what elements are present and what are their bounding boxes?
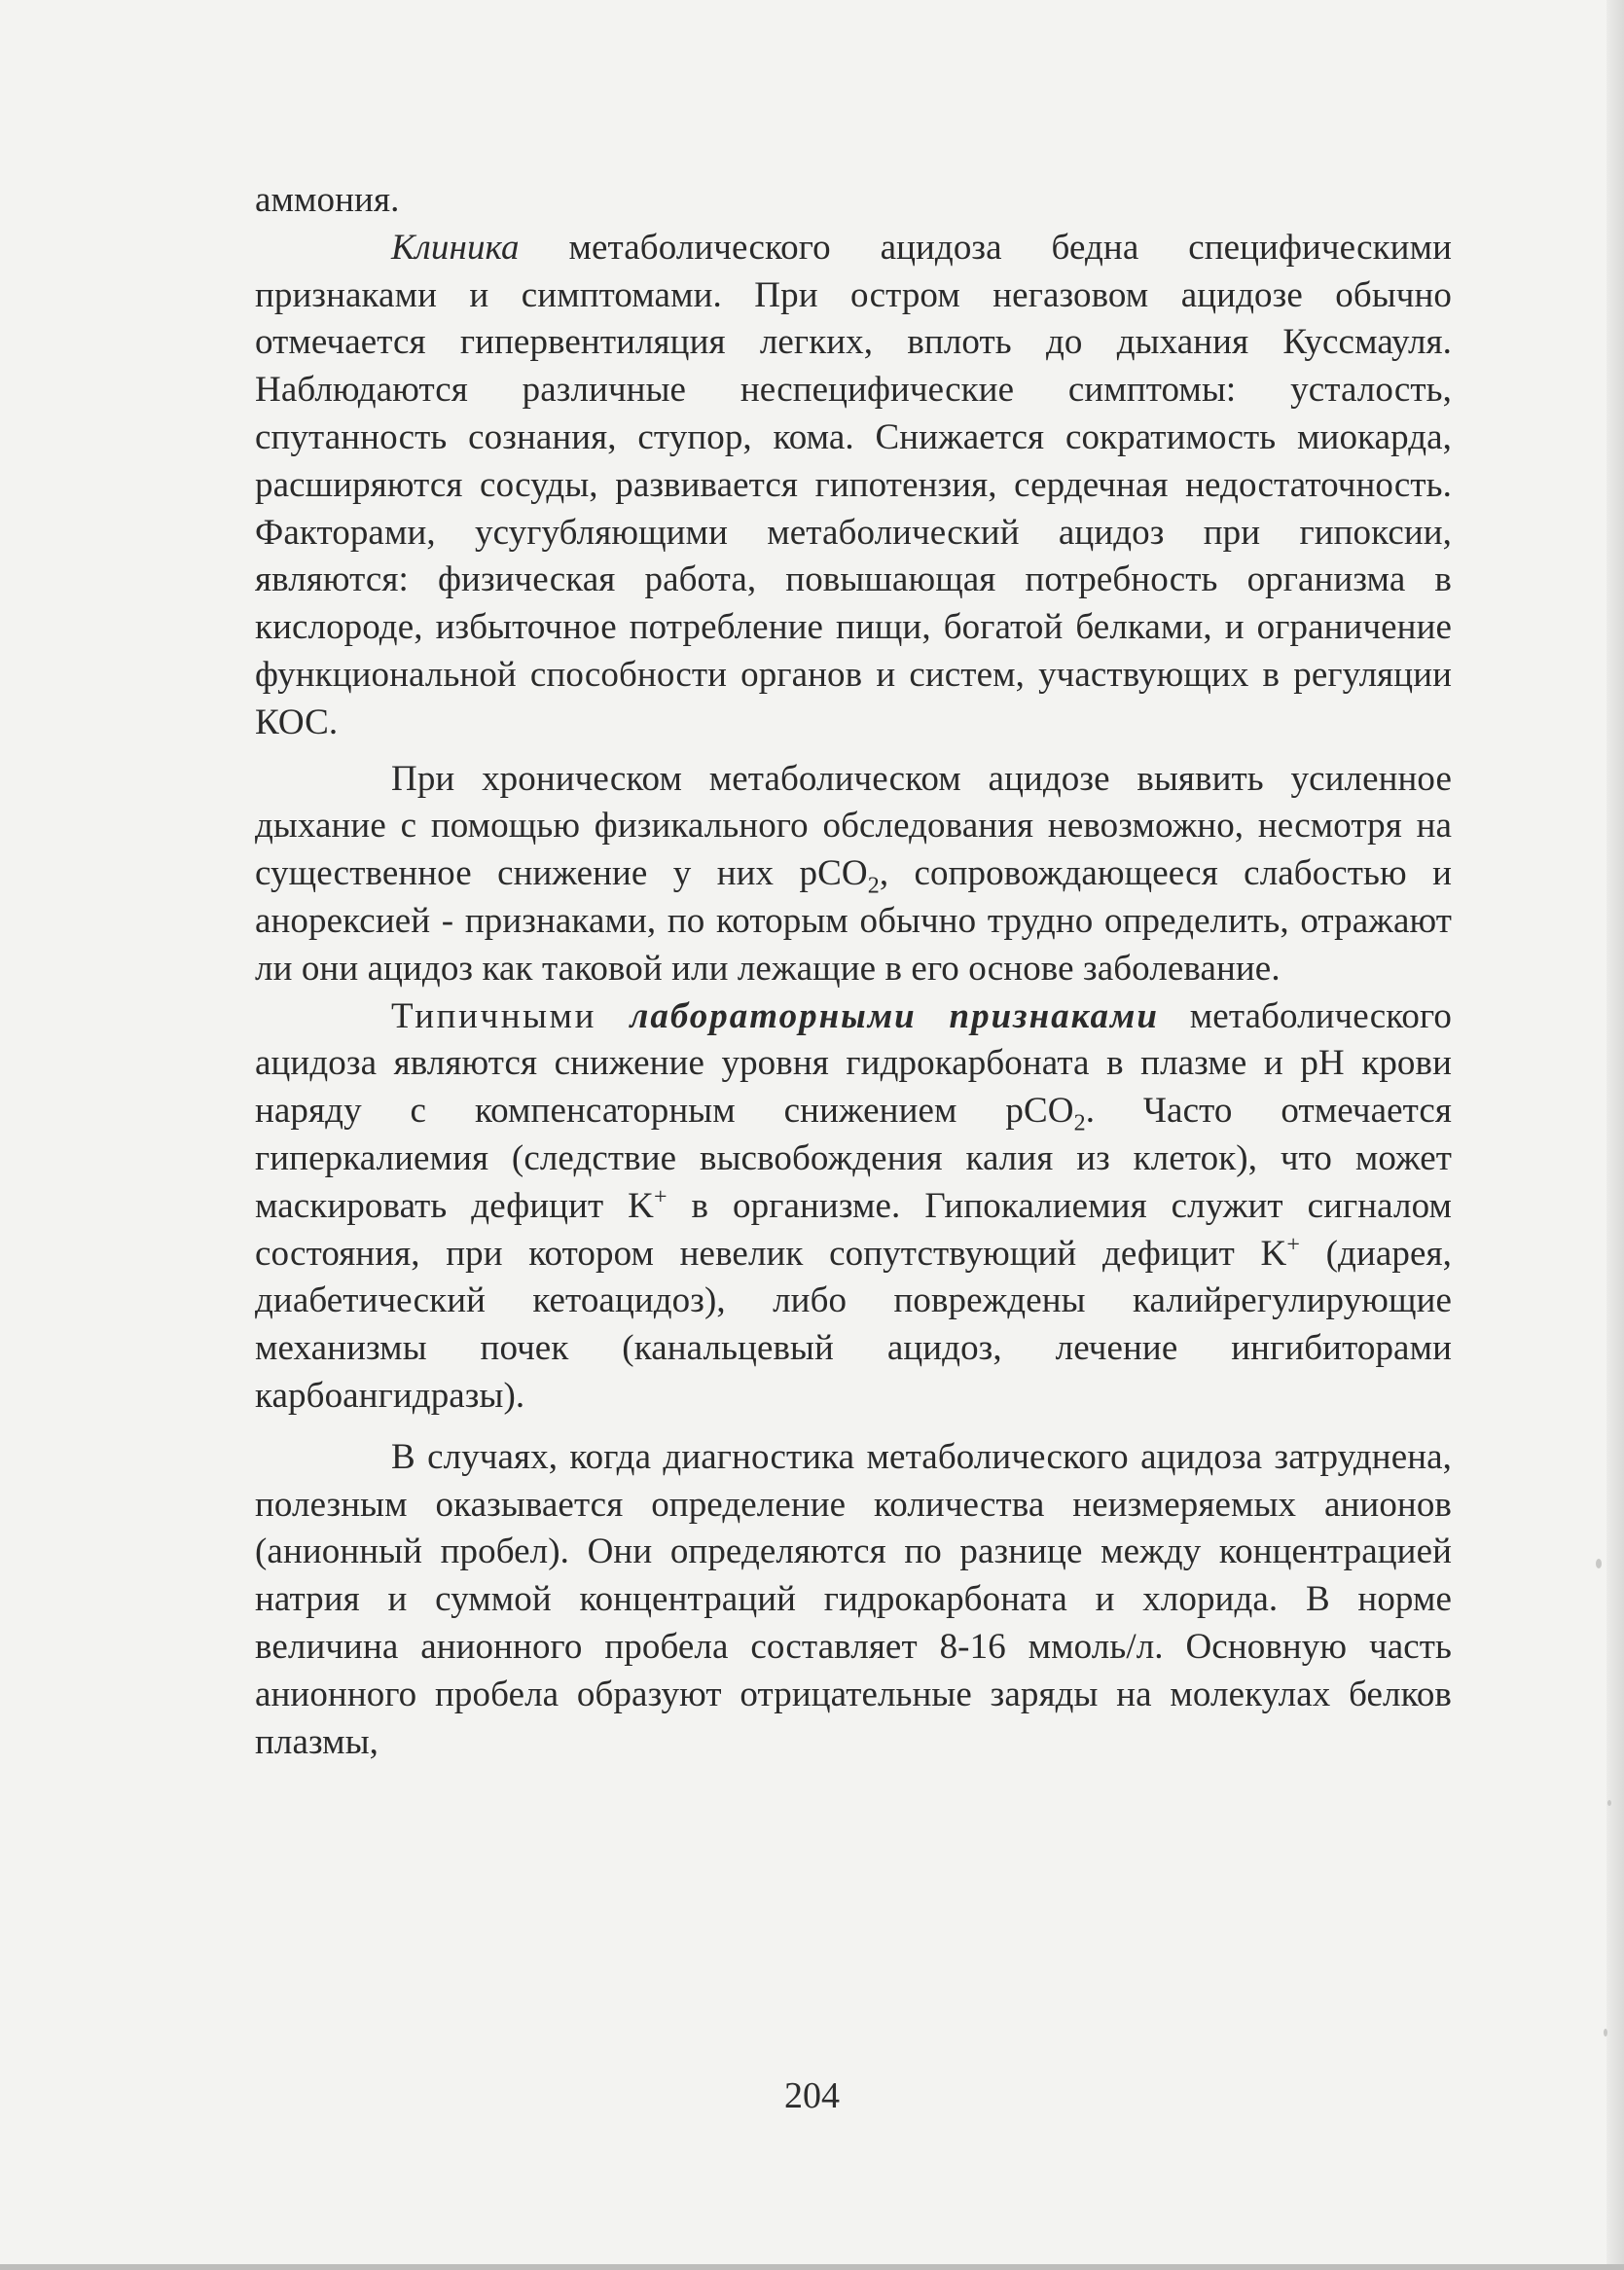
paragraph-lab-signs bbox=[255, 993, 1452, 1421]
italic-term: Клиника bbox=[391, 227, 520, 268]
paragraph-text: в организме. Гипокалиемия служит сигналом состояния, при котором невелик сопутствующий дефицит K bbox=[255, 1185, 1452, 1274]
scan-edge-right bbox=[1606, 0, 1624, 2270]
paragraph-anion-gap bbox=[255, 1434, 1452, 1767]
paragraph-text: аммония. bbox=[255, 180, 400, 220]
bold-italic-term: лабораторными признаками bbox=[630, 995, 1159, 1036]
paragraph-text: (диарея, диабетический кетоацидоз), либо повреждены калийрегулирующие механизмы почек (канальцевый ацидоз, лечение ингибиторами карбоангидразы). bbox=[255, 1233, 1452, 1416]
scan-speck bbox=[1604, 2029, 1607, 2036]
superscript: + bbox=[653, 1184, 668, 1210]
paragraph-text: Типичными bbox=[391, 995, 631, 1036]
superscript: + bbox=[1286, 1232, 1300, 1258]
paragraph-text: метаболического ацидоза являются снижение уровня гидрокарбоната в плазме и pH крови наряду с компенсаторным снижением pCO bbox=[255, 995, 1452, 1132]
paragraph-text: . Часто отмечается гиперкалиемия (следствие высвобождения калия из клеток), что может маскировать дефицит K bbox=[255, 1091, 1452, 1226]
paragraph-text: метаболического ацидоза бедна специфическими признаками и симптомами. При остром негазовом ацидозе обычно отмечается гипервентиляция легких, вплоть до дыхания Куссмауля. Наблюдаются различные неспецифические симптомы: усталость, спутанность сознания, ступор, кома. Снижается сократимость миокарда, расширяются сосуды, развивается гипотензия, сердечная недостаточность. Факторами, усугубляющими метаболический ацидоз при гипоксии, являются: физическая работа, повышающая потребность организма в кислороде, избыточное потребление пищи, богатой белками, и ограничение функциональной способности органов и систем, участвующих в регуляции КОС. bbox=[255, 227, 1452, 742]
paragraph-text: , сопровождающееся слабостью и анорексией - признаками, по которым обычно трудно определить, отражают ли они ацидоз как таковой или лежащие в его основе заболевание. bbox=[255, 853, 1452, 989]
subscript: 2 bbox=[867, 873, 880, 899]
paragraph-clinic bbox=[255, 225, 1452, 747]
paragraph-text: При хроническом метаболическом ацидозе выявить усиленное дыхание с помощью физикального обследования невозможно, несмотря на существенное снижение у них pCO bbox=[255, 758, 1452, 894]
scan-speck bbox=[1596, 1559, 1602, 1568]
page-number: 204 bbox=[784, 2075, 840, 2116]
subscript: 2 bbox=[1073, 1110, 1086, 1136]
body-text bbox=[255, 177, 1452, 1766]
paragraph-continuation bbox=[255, 177, 1452, 225]
paragraph-text: В случаях, когда диагностика метаболического ацидоза затруднена, полезным оказывается определение количества неизмеряемых анионов (анионный пробел). Они определяются по разнице между концентрацией натрия и суммой концентраций гидрокарбоната и хлорида. В норме величина анионного пробела составляет 8-16 ммоль/л. Основную часть анионного пробела образуют отрицательные заряды на молекулах белков плазмы, bbox=[255, 1436, 1452, 1762]
scan-speck bbox=[1607, 1800, 1611, 1806]
paragraph-chronic bbox=[255, 756, 1452, 993]
scan-edge-bottom bbox=[0, 2264, 1624, 2270]
